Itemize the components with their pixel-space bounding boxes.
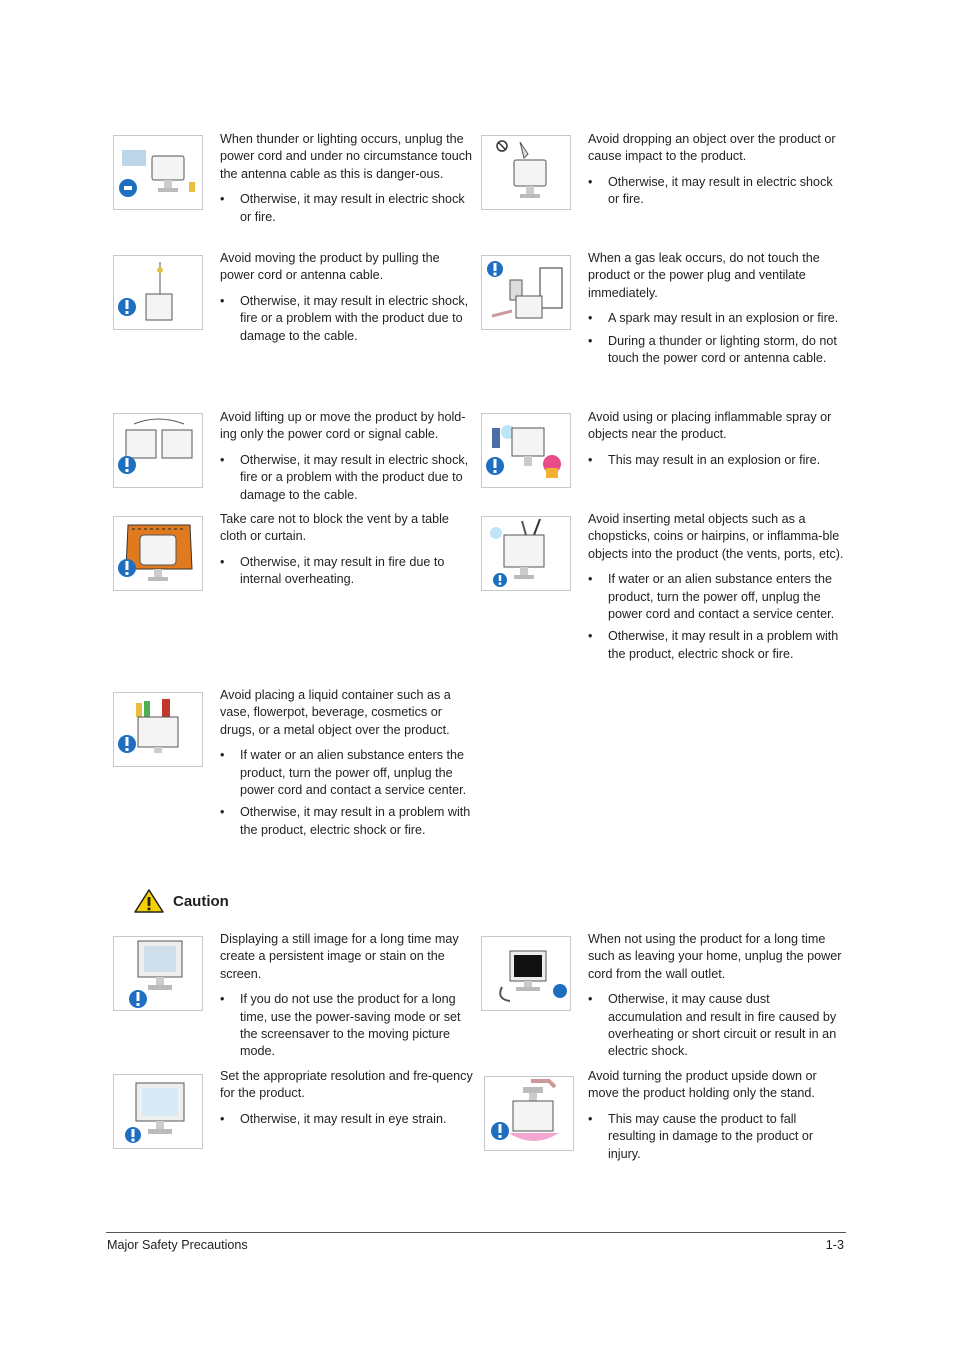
warning-text: Avoid inserting metal objects such as a chopsticks, coins or hairpins, or inflamma-ble objects into the product (the vents, ports, etc). <box>588 512 844 561</box>
blocked-vent-illustration <box>113 516 203 591</box>
warning-bullet: • Otherwise, it may result in electric shock or fire. <box>588 174 842 209</box>
warning-bullet: • If water or an alien substance enters the product, turn the power off, unplug the power cord and contact a service center. <box>220 747 474 799</box>
caution-text: Displaying a still image for a long time may create a persistent image or stain on the screen. <box>220 932 459 981</box>
warning-text: Take care not to block the vent by a table cloth or curtain. <box>220 512 449 544</box>
gas-leak-illustration <box>481 255 571 330</box>
warning-text: When thunder or lighting occurs, unplug the power cord and under no circumstance touch the antenna cable as this is danger-ous. <box>220 132 473 181</box>
footer-section-title: Major Safety Precautions <box>107 1238 248 1252</box>
footer-page-number: 1-3 <box>825 1238 844 1252</box>
warning-bullet: • Otherwise, it may result in a problem with the product, electric shock or fire. <box>588 628 844 663</box>
warning-bullet: • Otherwise, it may result in fire due to internal overheating. <box>220 554 474 589</box>
inflammable-spray-illustration <box>481 413 571 488</box>
unplug-illustration <box>481 936 571 1011</box>
lift-by-cord-illustration <box>113 413 203 488</box>
caution-bullet: • Otherwise, it may cause dust accumulation and result in fire caused by overheating or short circuit or result in an electric shock. <box>588 991 842 1061</box>
warning-text: Avoid placing a liquid container such as a vase, flowerpot, beverage, cosmetics or drugs, or a metal object over the product. <box>220 688 451 737</box>
warning-bullet: • During a thunder or lighting storm, do not touch the power cord or antenna cable. <box>588 333 842 368</box>
warning-bullet: • Otherwise, it may result in electric shock, fire or a problem with the product due to damage to the cable. <box>220 293 474 345</box>
caution-text: Avoid turning the product upside down or move the product holding only the stand. <box>588 1069 817 1101</box>
warning-bullet: • A spark may result in an explosion or fire. <box>588 310 842 327</box>
warning-text: Avoid using or placing inflammable spray or objects near the product. <box>588 410 832 442</box>
upside-down-illustration <box>484 1076 574 1151</box>
liquid-container-illustration <box>113 692 203 767</box>
warning-text: When a gas leak occurs, do not touch the product or the power plug and ventilate immediately. <box>588 251 820 300</box>
warning-triangle-icon <box>133 888 165 914</box>
pull-cord-illustration <box>113 255 203 330</box>
warning-bullet: • If water or an alien substance enters the product, turn the power off, unplug the power cord and contact a service center. <box>588 571 844 623</box>
caution-bullet: • If you do not use the product for a long time, use the power-saving mode or set the screensaver to the moving picture mode. <box>220 991 474 1061</box>
warning-text: Avoid dropping an object over the product or cause impact to the product. <box>588 132 836 164</box>
impact-illustration <box>481 135 571 210</box>
still-image-illustration <box>113 936 203 1011</box>
warning-text: Avoid lifting up or move the product by hold-ing only the power cord or signal cable. <box>220 410 466 442</box>
resolution-illustration <box>113 1074 203 1149</box>
caution-bullet: • Otherwise, it may result in eye strain. <box>220 1111 474 1128</box>
caution-bullet: • This may cause the product to fall resulting in damage to the product or injury. <box>588 1111 842 1163</box>
warning-bullet: • Otherwise, it may result in electric shock, fire or a problem with the product due to damage to the cable. <box>220 452 474 504</box>
warning-text: Avoid moving the product by pulling the power cord or antenna cable. <box>220 251 440 283</box>
caution-text: Set the appropriate resolution and fre-quency for the product. <box>220 1069 473 1101</box>
warning-bullet: • Otherwise, it may result in a problem with the product, electric shock or fire. <box>220 804 474 839</box>
unplug-during-storm-illustration <box>113 135 203 210</box>
footer-divider <box>106 1232 846 1233</box>
caution-text: When not using the product for a long time such as leaving your home, unplug the power cord from the wall outlet. <box>588 932 842 981</box>
warning-bullet: • This may result in an explosion or fire. <box>588 452 842 469</box>
caution-label: Caution <box>173 893 229 910</box>
metal-objects-illustration <box>481 516 571 591</box>
warning-bullet: • Otherwise, it may result in electric shock or fire. <box>220 191 474 226</box>
